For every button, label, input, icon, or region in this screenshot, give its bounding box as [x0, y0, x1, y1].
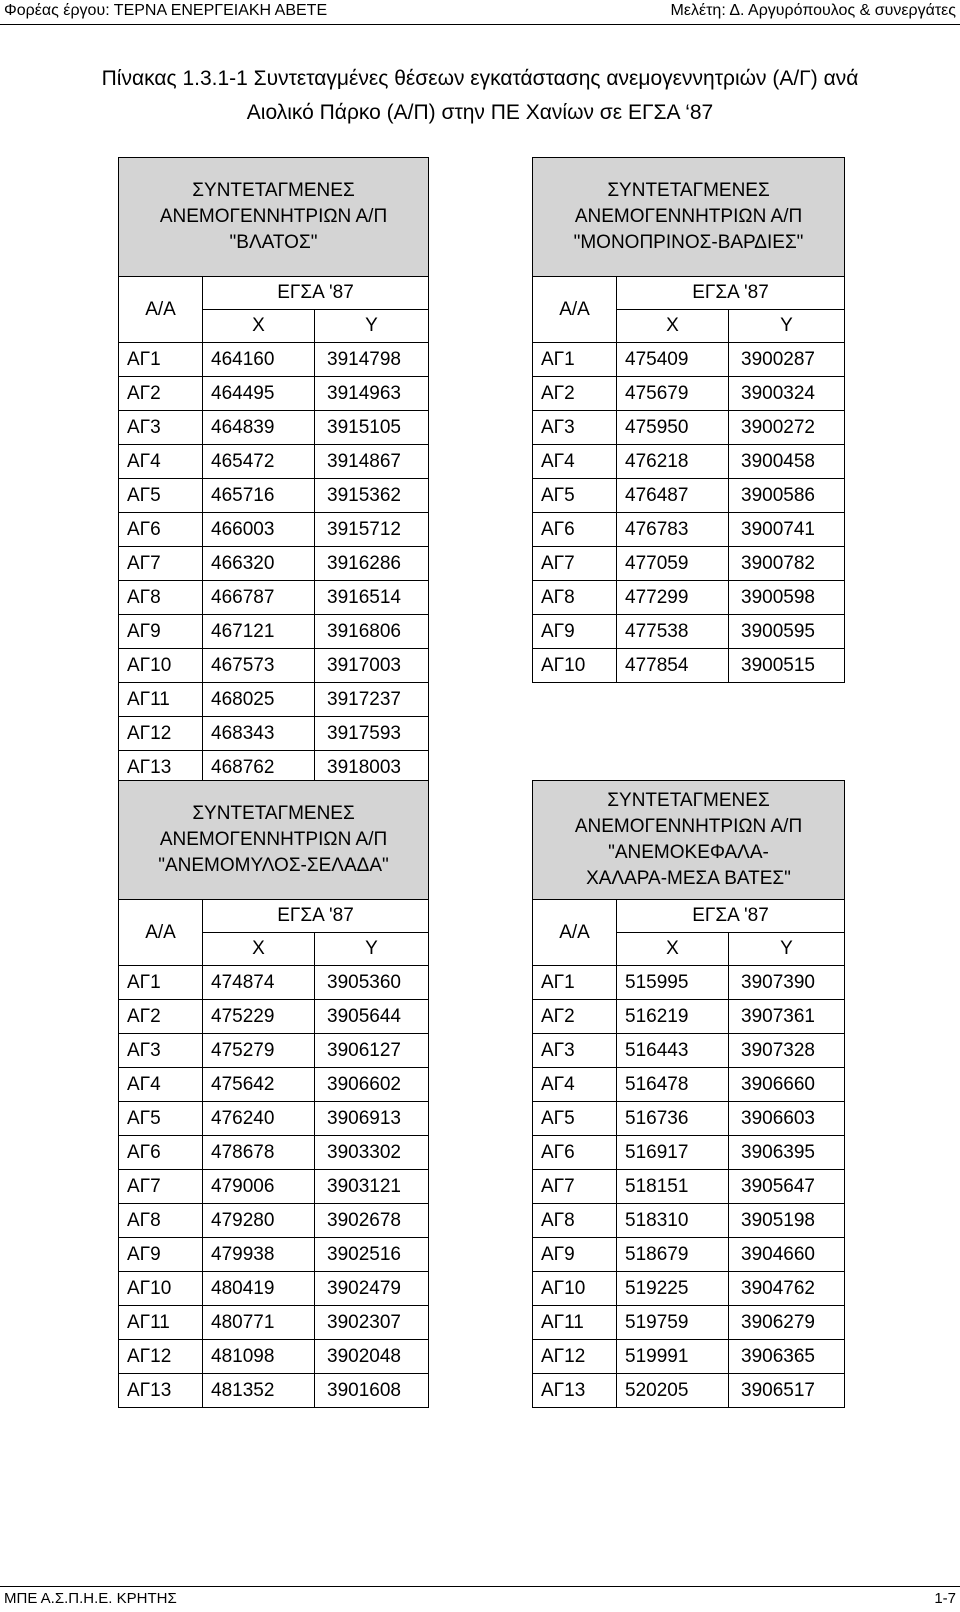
turbine-id-cell: ΑΓ5: [533, 479, 617, 513]
table-row: [533, 1306, 845, 1340]
table-row: [533, 966, 845, 1000]
aa-header: Α/Α: [119, 277, 203, 343]
turbine-id-cell: ΑΓ7: [533, 547, 617, 581]
y-coord-cell: 3905360: [315, 966, 429, 1000]
x-coord-cell: 519991: [617, 1340, 729, 1374]
header-sponsor: Φορέας έργου: ΤΕΡΝΑ ΕΝΕΡΓΕΙΑΚΗ ΑΒΕΤΕ: [4, 2, 328, 19]
x-coord-cell: 479280: [203, 1204, 315, 1238]
x-coord-cell: 516219: [617, 1000, 729, 1034]
x-coord-cell: 516443: [617, 1034, 729, 1068]
x-coord-cell: 468025: [203, 683, 315, 717]
table-title-line: ΣΥΝΤΕΤΑΓΜΕΝΕΣ: [607, 790, 770, 811]
coord-table-anemokefala: [532, 780, 845, 1408]
x-coord-cell: 467573: [203, 649, 315, 683]
table-title: [119, 158, 429, 277]
y-coord-cell: 3900515: [729, 649, 845, 683]
x-header: X: [617, 310, 729, 343]
x-coord-cell: 476218: [617, 445, 729, 479]
turbine-id-cell: ΑΓ2: [119, 377, 203, 411]
y-coord-cell: 3900782: [729, 547, 845, 581]
turbine-id-cell: ΑΓ8: [533, 1204, 617, 1238]
y-coord-cell: 3902479: [315, 1272, 429, 1306]
turbine-id-cell: ΑΓ2: [533, 377, 617, 411]
x-coord-cell: 516917: [617, 1136, 729, 1170]
turbine-id-cell: ΑΓ5: [533, 1102, 617, 1136]
turbine-id-cell: ΑΓ13: [119, 1374, 203, 1408]
turbine-id-cell: ΑΓ9: [119, 615, 203, 649]
y-coord-cell: 3915712: [315, 513, 429, 547]
x-coord-cell: 466003: [203, 513, 315, 547]
table-row: [119, 1204, 429, 1238]
table-row: [533, 445, 845, 479]
y-coord-cell: 3906395: [729, 1136, 845, 1170]
turbine-id-cell: ΑΓ11: [119, 683, 203, 717]
table-caption: [0, 62, 960, 130]
table-title-line: ΧΑΛΑΡΑ-ΜΕΣΑ ΒΑΤΕΣ": [586, 868, 791, 889]
turbine-id-cell: ΑΓ1: [533, 343, 617, 377]
y-coord-cell: 3902307: [315, 1306, 429, 1340]
turbine-id-cell: ΑΓ1: [533, 966, 617, 1000]
y-header: Y: [315, 310, 429, 343]
table-row: [533, 1000, 845, 1034]
y-coord-cell: 3907361: [729, 1000, 845, 1034]
table-title-line: ΑΝΕΜΟΓΕΝΝΗΤΡΙΩΝ Α/Π: [574, 816, 803, 837]
table-title-line: "ΒΛΑΤΟΣ": [229, 232, 318, 253]
x-coord-cell: 475950: [617, 411, 729, 445]
turbine-id-cell: ΑΓ4: [533, 445, 617, 479]
x-coord-cell: 515995: [617, 966, 729, 1000]
x-coord-cell: 518310: [617, 1204, 729, 1238]
y-coord-cell: 3914963: [315, 377, 429, 411]
x-coord-cell: 465716: [203, 479, 315, 513]
table-row: [119, 1068, 429, 1102]
table-row: [119, 479, 429, 513]
x-coord-cell: 478678: [203, 1136, 315, 1170]
table-row: [119, 581, 429, 615]
x-coord-cell: 476240: [203, 1102, 315, 1136]
y-coord-cell: 3900458: [729, 445, 845, 479]
y-coord-cell: 3906127: [315, 1034, 429, 1068]
table-row: [119, 377, 429, 411]
turbine-id-cell: ΑΓ3: [533, 411, 617, 445]
turbine-id-cell: ΑΓ9: [119, 1238, 203, 1272]
table-title-line: ΣΥΝΤΕΤΑΓΜΕΝΕΣ: [607, 180, 770, 201]
x-coord-cell: 481352: [203, 1374, 315, 1408]
y-coord-cell: 3902048: [315, 1340, 429, 1374]
x-coord-cell: 466320: [203, 547, 315, 581]
x-coord-cell: 516478: [617, 1068, 729, 1102]
y-coord-cell: 3900272: [729, 411, 845, 445]
turbine-id-cell: ΑΓ13: [533, 1374, 617, 1408]
x-coord-cell: 477059: [617, 547, 729, 581]
table-row: [119, 1272, 429, 1306]
header-study: Μελέτη: Δ. Αργυρόπουλος & συνεργάτες: [670, 2, 956, 19]
y-coord-cell: 3900324: [729, 377, 845, 411]
x-coord-cell: 475409: [617, 343, 729, 377]
table-row: [533, 1068, 845, 1102]
coord-table-anemomylos-selada: [118, 780, 429, 1408]
x-header: X: [203, 933, 315, 966]
table-title-line: ΑΝΕΜΟΓΕΝΝΗΤΡΙΩΝ Α/Π: [159, 206, 388, 227]
table-row: [533, 1170, 845, 1204]
aa-header: Α/Α: [119, 900, 203, 966]
y-coord-cell: 3900595: [729, 615, 845, 649]
aa-header: Α/Α: [533, 900, 617, 966]
x-coord-cell: 479006: [203, 1170, 315, 1204]
turbine-id-cell: ΑΓ9: [533, 1238, 617, 1272]
table-title-line: "ΑΝΕΜΟΚΕΦΑΛΑ-: [608, 842, 769, 863]
table-row: [533, 547, 845, 581]
x-header: X: [617, 933, 729, 966]
x-coord-cell: 468762: [203, 751, 315, 785]
table-row: [119, 1340, 429, 1374]
footer-document: ΜΠΕ Α.Σ.Π.Η.Ε. ΚΡΗΤΗΣ: [4, 1590, 177, 1607]
y-coord-cell: 3917003: [315, 649, 429, 683]
turbine-id-cell: ΑΓ6: [119, 1136, 203, 1170]
x-coord-cell: 475279: [203, 1034, 315, 1068]
y-header: Y: [729, 310, 845, 343]
turbine-id-cell: ΑΓ8: [119, 1204, 203, 1238]
y-coord-cell: 3914867: [315, 445, 429, 479]
x-coord-cell: 476783: [617, 513, 729, 547]
turbine-id-cell: ΑΓ6: [119, 513, 203, 547]
x-coord-cell: 464495: [203, 377, 315, 411]
y-coord-cell: 3916514: [315, 581, 429, 615]
table-row: [533, 411, 845, 445]
table-row: [119, 411, 429, 445]
y-coord-cell: 3914798: [315, 343, 429, 377]
x-coord-cell: 468343: [203, 717, 315, 751]
x-coord-cell: 518679: [617, 1238, 729, 1272]
x-coord-cell: 520205: [617, 1374, 729, 1408]
turbine-id-cell: ΑΓ8: [533, 581, 617, 615]
y-coord-cell: 3900586: [729, 479, 845, 513]
table-row: [533, 615, 845, 649]
table-row: [119, 513, 429, 547]
turbine-id-cell: ΑΓ6: [533, 513, 617, 547]
header-divider: [0, 24, 960, 25]
x-coord-cell: 466787: [203, 581, 315, 615]
turbine-id-cell: ΑΓ4: [119, 445, 203, 479]
table-row: [533, 581, 845, 615]
turbine-id-cell: ΑΓ13: [119, 751, 203, 785]
y-coord-cell: 3904762: [729, 1272, 845, 1306]
y-coord-cell: 3916286: [315, 547, 429, 581]
x-coord-cell: 480419: [203, 1272, 315, 1306]
x-coord-cell: 475229: [203, 1000, 315, 1034]
table-row: [119, 717, 429, 751]
x-coord-cell: 477854: [617, 649, 729, 683]
page-header: [0, 2, 960, 24]
x-coord-cell: 464839: [203, 411, 315, 445]
turbine-id-cell: ΑΓ1: [119, 343, 203, 377]
coord-table-vlatos: [118, 157, 429, 785]
table-row: [533, 1204, 845, 1238]
egsa-header: ΕΓΣΑ '87: [617, 900, 845, 933]
table-title-line: ΑΝΕΜΟΓΕΝΝΗΤΡΙΩΝ Α/Π: [159, 829, 388, 850]
table-title: [119, 781, 429, 900]
table-row: [119, 547, 429, 581]
y-coord-cell: 3900598: [729, 581, 845, 615]
x-coord-cell: 464160: [203, 343, 315, 377]
table-row: [533, 479, 845, 513]
x-coord-cell: 479938: [203, 1238, 315, 1272]
table-row: [533, 1374, 845, 1408]
turbine-id-cell: ΑΓ12: [533, 1340, 617, 1374]
caption-line-2: Αιολικό Πάρκο (Α/Π) στην ΠΕ Χανίων σε ΕΓΣΑ ‘87: [246, 101, 714, 124]
x-coord-cell: 474874: [203, 966, 315, 1000]
table-row: [533, 513, 845, 547]
table-row: [533, 649, 845, 683]
turbine-id-cell: ΑΓ11: [533, 1306, 617, 1340]
y-coord-cell: 3917237: [315, 683, 429, 717]
turbine-id-cell: ΑΓ7: [533, 1170, 617, 1204]
turbine-id-cell: ΑΓ8: [119, 581, 203, 615]
turbine-id-cell: ΑΓ5: [119, 479, 203, 513]
x-coord-cell: 481098: [203, 1340, 315, 1374]
table-row: [119, 1374, 429, 1408]
turbine-id-cell: ΑΓ10: [533, 649, 617, 683]
page-number: 1-7: [934, 1590, 956, 1607]
turbine-id-cell: ΑΓ6: [533, 1136, 617, 1170]
table-row: [533, 377, 845, 411]
x-coord-cell: 467121: [203, 615, 315, 649]
turbine-id-cell: ΑΓ10: [119, 649, 203, 683]
x-coord-cell: 519759: [617, 1306, 729, 1340]
table-row: [533, 343, 845, 377]
table-title-line: ΣΥΝΤΕΤΑΓΜΕΝΕΣ: [192, 803, 355, 824]
y-coord-cell: 3906279: [729, 1306, 845, 1340]
table-row: [533, 1136, 845, 1170]
footer-divider: [0, 1586, 960, 1587]
y-coord-cell: 3915105: [315, 411, 429, 445]
y-coord-cell: 3907390: [729, 966, 845, 1000]
y-coord-cell: 3903302: [315, 1136, 429, 1170]
x-coord-cell: 519225: [617, 1272, 729, 1306]
turbine-id-cell: ΑΓ12: [119, 1340, 203, 1374]
x-coord-cell: 516736: [617, 1102, 729, 1136]
turbine-id-cell: ΑΓ2: [119, 1000, 203, 1034]
table-row: [533, 1238, 845, 1272]
turbine-id-cell: ΑΓ7: [119, 1170, 203, 1204]
turbine-id-cell: ΑΓ3: [119, 411, 203, 445]
table-row: [119, 1102, 429, 1136]
x-coord-cell: 480771: [203, 1306, 315, 1340]
egsa-header: ΕΓΣΑ '87: [203, 277, 429, 310]
coord-table-monoprinos-vardies: [532, 157, 845, 683]
y-coord-cell: 3907328: [729, 1034, 845, 1068]
y-coord-cell: 3900287: [729, 343, 845, 377]
y-coord-cell: 3906517: [729, 1374, 845, 1408]
table-title-line: "ΜΟΝΟΠΡΙΝΟΣ-ΒΑΡΔΙΕΣ": [573, 232, 804, 253]
caption-line-1: Πίνακας 1.3.1-1 Συντεταγμένες θέσεων εγκατάστασης ανεμογεννητριών (Α/Γ) ανά: [101, 67, 859, 90]
x-coord-cell: 477299: [617, 581, 729, 615]
table-row: [119, 966, 429, 1000]
y-coord-cell: 3906603: [729, 1102, 845, 1136]
x-coord-cell: 476487: [617, 479, 729, 513]
table-row: [119, 1238, 429, 1272]
table-row: [119, 343, 429, 377]
table-row: [533, 1034, 845, 1068]
turbine-id-cell: ΑΓ4: [533, 1068, 617, 1102]
table-row: [119, 1000, 429, 1034]
y-coord-cell: 3901608: [315, 1374, 429, 1408]
y-header: Y: [315, 933, 429, 966]
table-row: [119, 1034, 429, 1068]
y-coord-cell: 3904660: [729, 1238, 845, 1272]
table-row: [119, 683, 429, 717]
turbine-id-cell: ΑΓ5: [119, 1102, 203, 1136]
table-title-line: ΑΝΕΜΟΓΕΝΝΗΤΡΙΩΝ Α/Π: [574, 206, 803, 227]
y-coord-cell: 3905647: [729, 1170, 845, 1204]
x-coord-cell: 465472: [203, 445, 315, 479]
table-row: [119, 445, 429, 479]
x-coord-cell: 518151: [617, 1170, 729, 1204]
turbine-id-cell: ΑΓ12: [119, 717, 203, 751]
y-coord-cell: 3906660: [729, 1068, 845, 1102]
table-title-line: ΣΥΝΤΕΤΑΓΜΕΝΕΣ: [192, 180, 355, 201]
egsa-header: ΕΓΣΑ '87: [203, 900, 429, 933]
aa-header: Α/Α: [533, 277, 617, 343]
turbine-id-cell: ΑΓ10: [119, 1272, 203, 1306]
y-coord-cell: 3902516: [315, 1238, 429, 1272]
turbine-id-cell: ΑΓ3: [119, 1034, 203, 1068]
x-coord-cell: 475679: [617, 377, 729, 411]
table-row: [119, 1136, 429, 1170]
y-coord-cell: 3915362: [315, 479, 429, 513]
table-title-line: "ΑΝΕΜΟΜΥΛΟΣ-ΣΕΛΑΔΑ": [158, 855, 389, 876]
table-title: [533, 158, 845, 277]
x-coord-cell: 475642: [203, 1068, 315, 1102]
turbine-id-cell: ΑΓ1: [119, 966, 203, 1000]
y-coord-cell: 3905644: [315, 1000, 429, 1034]
x-header: X: [203, 310, 315, 343]
turbine-id-cell: ΑΓ11: [119, 1306, 203, 1340]
turbine-id-cell: ΑΓ9: [533, 615, 617, 649]
y-coord-cell: 3903121: [315, 1170, 429, 1204]
y-coord-cell: 3906913: [315, 1102, 429, 1136]
y-coord-cell: 3900741: [729, 513, 845, 547]
egsa-header: ΕΓΣΑ '87: [617, 277, 845, 310]
y-coord-cell: 3905198: [729, 1204, 845, 1238]
y-coord-cell: 3902678: [315, 1204, 429, 1238]
y-coord-cell: 3906365: [729, 1340, 845, 1374]
table-row: [119, 615, 429, 649]
table-row: [533, 1272, 845, 1306]
y-coord-cell: 3916806: [315, 615, 429, 649]
turbine-id-cell: ΑΓ4: [119, 1068, 203, 1102]
turbine-id-cell: ΑΓ2: [533, 1000, 617, 1034]
y-coord-cell: 3906602: [315, 1068, 429, 1102]
y-header: Y: [729, 933, 845, 966]
table-row: [533, 1340, 845, 1374]
turbine-id-cell: ΑΓ7: [119, 547, 203, 581]
table-row: [119, 1170, 429, 1204]
y-coord-cell: 3918003: [315, 751, 429, 785]
table-row: [119, 649, 429, 683]
table-row: [119, 1306, 429, 1340]
turbine-id-cell: ΑΓ10: [533, 1272, 617, 1306]
y-coord-cell: 3917593: [315, 717, 429, 751]
x-coord-cell: 477538: [617, 615, 729, 649]
table-row: [533, 1102, 845, 1136]
turbine-id-cell: ΑΓ3: [533, 1034, 617, 1068]
table-title: [533, 781, 845, 900]
